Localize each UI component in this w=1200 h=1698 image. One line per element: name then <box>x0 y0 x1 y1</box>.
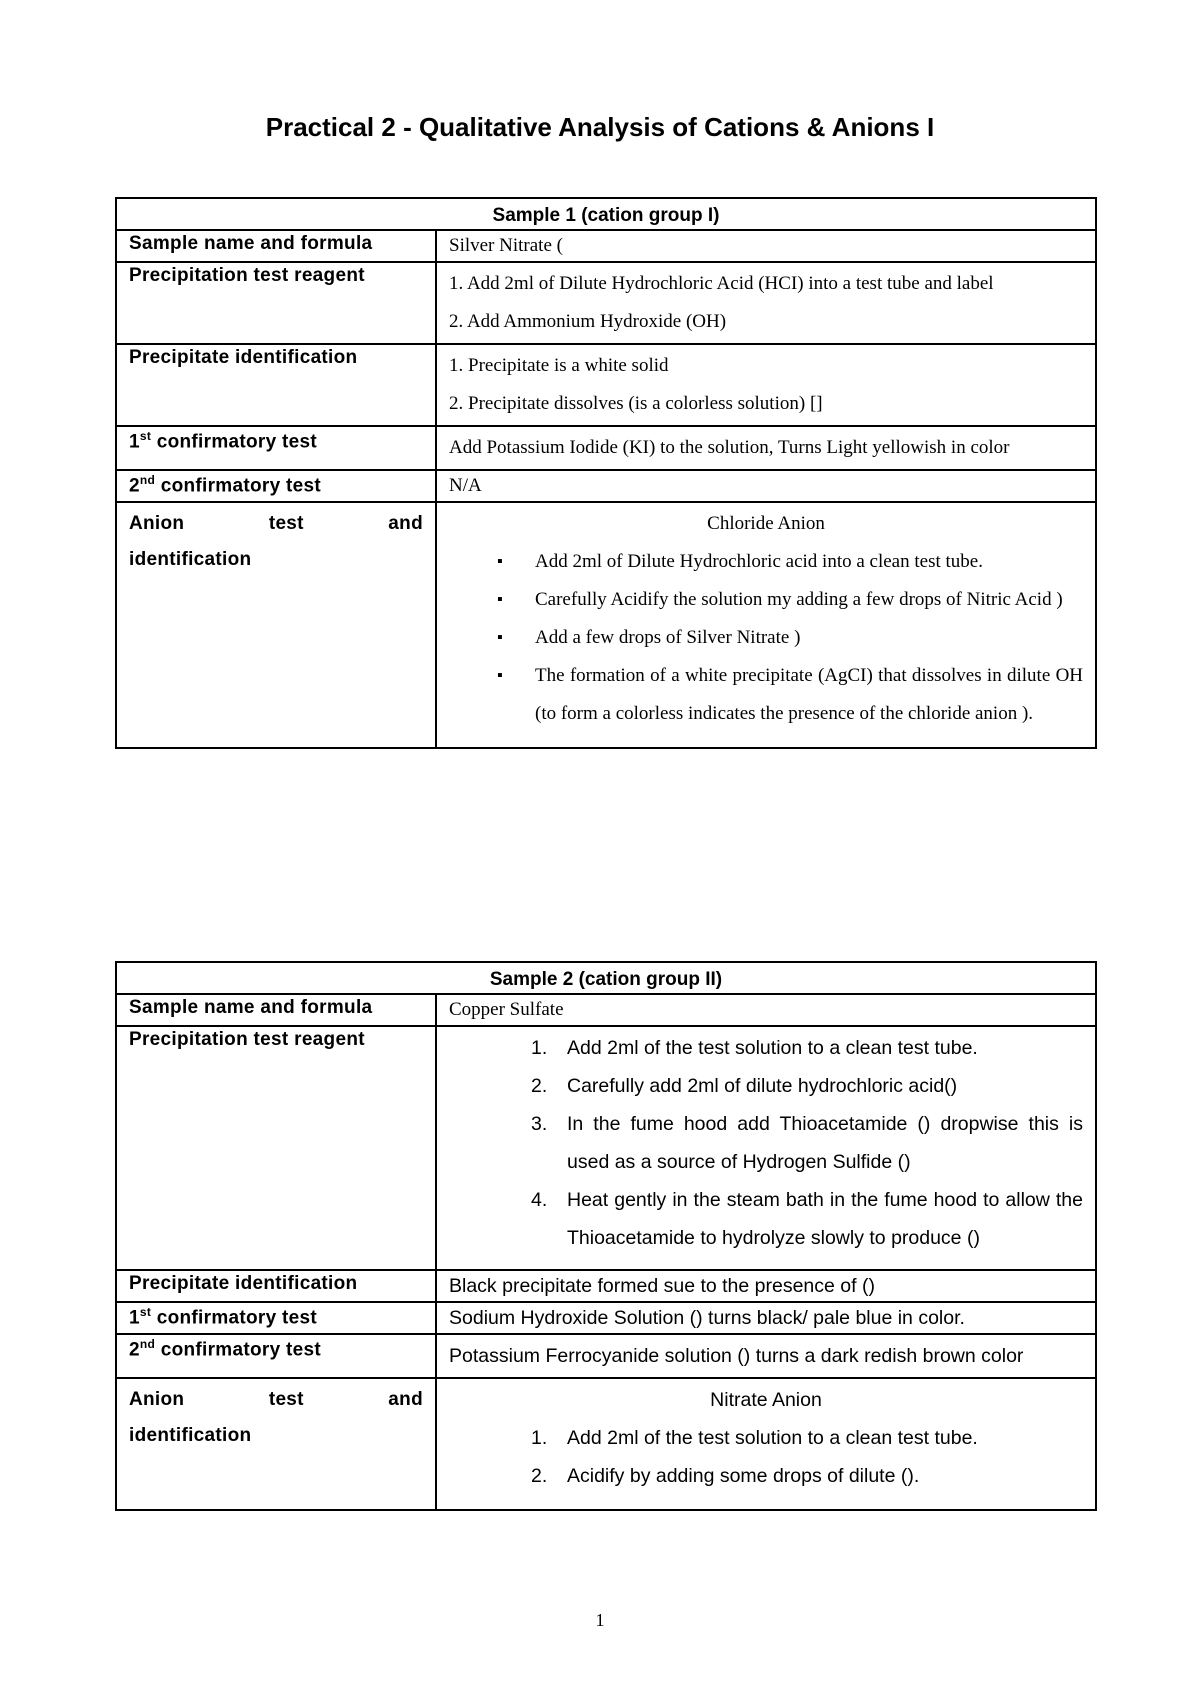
table-row <box>116 344 1096 426</box>
table-row <box>116 1378 1096 1510</box>
anion-steps-list <box>449 1419 1083 1495</box>
confirmatory-1-label: 1st confirmatory test <box>116 1302 436 1334</box>
sample-2-table <box>115 961 1097 1511</box>
list-item: ▪ Add a few drops of Silver Nitrate ) <box>497 619 1083 657</box>
precip-id-label: Precipitate identification <box>116 344 436 426</box>
table-row <box>116 470 1096 502</box>
sample-2-name: Copper Sulfate <box>436 994 1096 1026</box>
table-row <box>116 502 1096 748</box>
sample-2-conf1: Sodium Hydroxide Solution () turns black/ pale blue in color. <box>436 1302 1096 1334</box>
sample-1-header: Sample 1 (cation group I) <box>116 198 1096 230</box>
anion-title: Nitrate Anion <box>710 1389 822 1411</box>
sample-2-conf2: Potassium Ferrocyanide solution () turns a dark redish brown color <box>436 1334 1096 1378</box>
reagent-steps-list <box>449 1029 1083 1257</box>
confirmatory-2-label: 2nd confirmatory test <box>116 470 436 502</box>
sample-1-header-row <box>116 198 1096 230</box>
precip-reagent-label: Precipitation test reagent <box>116 262 436 344</box>
table-row <box>116 1026 1096 1270</box>
sample-2-precip-id: Black precipitate formed sue to the presence of () <box>436 1270 1096 1302</box>
anion-steps-list <box>449 543 1083 733</box>
precip-id-label: Precipitate identification <box>116 1270 436 1302</box>
table-row <box>116 230 1096 262</box>
list-item: ▪ Add 2ml of Dilute Hydrochloric acid into a clean test tube. <box>497 543 1083 581</box>
sample-1-conf2: N/A <box>436 470 1096 502</box>
anion-label: Anion test and identification <box>116 502 436 748</box>
sample-1-precip-id <box>436 344 1096 426</box>
sample-2-header: Sample 2 (cation group II) <box>116 962 1096 994</box>
sample-2-header-row <box>116 962 1096 994</box>
table-row <box>116 1334 1096 1378</box>
list-item: 1. Add 2ml of the test solution to a clean test tube. <box>531 1427 978 1449</box>
list-item: 3. In the fume hood add Thioacetamide () dropwise this is used as a source of Hydrogen Sulfide () <box>531 1113 1083 1173</box>
sample-2-reagent <box>436 1026 1096 1270</box>
table-row <box>116 994 1096 1026</box>
sample-1-table <box>115 197 1097 749</box>
sample-1-name: Silver Nitrate ( <box>436 230 1096 262</box>
list-item: 1. Add 2ml of the test solution to a clean test tube. <box>531 1037 978 1059</box>
precip-id-line: 2. Precipitate dissolves (is a colorless solution) [] <box>449 393 823 414</box>
sample-1-anion <box>436 502 1096 748</box>
reagent-step: 1. Add 2ml of Dilute Hydrochloric Acid (HCI) into a test tube and label <box>449 273 994 294</box>
table-row <box>116 426 1096 470</box>
page-title: Practical 2 - Qualitative Analysis of Cations & Anions I <box>265 112 935 142</box>
confirmatory-1-label: 1st confirmatory test <box>116 426 436 470</box>
list-item: ▪ The formation of a white precipitate (AgCI) that dissolves in dilute OH (to form a colorless indicates the presence of the chloride anion ). <box>497 657 1083 733</box>
confirmatory-2-label: 2nd confirmatory test <box>116 1334 436 1378</box>
sample-name-label: Sample name and formula <box>116 994 436 1026</box>
table-row <box>116 1270 1096 1302</box>
list-item: 2. Acidify by adding some drops of dilute (). <box>531 1465 920 1487</box>
anion-title: Chloride Anion <box>707 513 825 534</box>
table-row <box>116 1302 1096 1334</box>
sample-1-conf1: Add Potassium Iodide (KI) to the solution, Turns Light yellowish in color <box>436 426 1096 470</box>
precip-id-line: 1. Precipitate is a white solid <box>449 355 669 376</box>
reagent-step: 2. Add Ammonium Hydroxide (OH) <box>449 311 727 332</box>
list-item: 2. Carefully add 2ml of dilute hydrochloric acid() <box>531 1075 958 1097</box>
sample-2-anion <box>436 1378 1096 1510</box>
anion-label: Anion test and identification <box>116 1378 436 1510</box>
table-row <box>116 262 1096 344</box>
sample-1-reagent <box>436 262 1096 344</box>
precip-reagent-label: Precipitation test reagent <box>116 1026 436 1270</box>
list-item: 4. Heat gently in the steam bath in the fume hood to allow the Thioacetamide to hydrolyze slowly to produce () <box>531 1189 1083 1249</box>
page-number: 1 <box>595 1610 605 1630</box>
list-item: ▪ Carefully Acidify the solution my adding a few drops of Nitric Acid ) <box>497 581 1083 619</box>
sample-name-label: Sample name and formula <box>116 230 436 262</box>
